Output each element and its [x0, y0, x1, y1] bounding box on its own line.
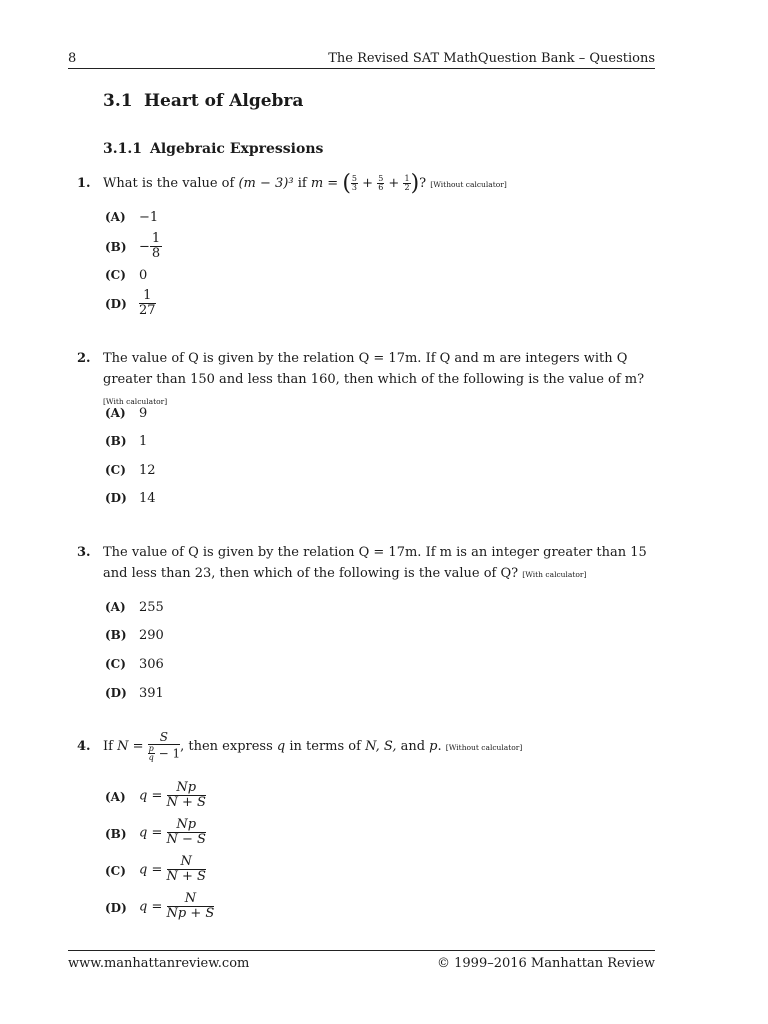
math-variables: N, S,	[365, 739, 397, 754]
option-label: (B)	[105, 240, 127, 254]
option-value: −1	[139, 210, 159, 225]
question-number: 1.	[77, 176, 91, 191]
question-4	[68, 729, 655, 766]
fraction-denominator: 3	[351, 183, 357, 192]
fraction	[167, 781, 206, 811]
fraction	[351, 175, 358, 193]
fraction-numerator: N	[167, 855, 206, 870]
option-value: 0	[139, 268, 148, 283]
option-value: 9	[139, 406, 148, 421]
calculator-tag: [With calculator]	[522, 570, 587, 579]
fraction	[377, 175, 384, 193]
section-heading	[103, 91, 303, 111]
footer-copyright: © 1999–2016 Manhattan Review	[437, 956, 655, 971]
option-value: 306	[139, 657, 164, 672]
subsection-title: Algebraic Expressions	[150, 141, 324, 157]
plus-sign: +	[362, 176, 374, 191]
option-label: (D)	[105, 901, 127, 915]
footer-rule	[68, 950, 655, 951]
section-number: 3.1	[103, 91, 133, 111]
fraction	[150, 232, 162, 262]
option-label: (C)	[105, 268, 126, 282]
option-lhs: q =	[139, 899, 163, 915]
calculator-tag: [Without calculator]	[445, 743, 523, 752]
option-value	[139, 781, 206, 811]
fraction-denominator: Np + S	[166, 906, 215, 922]
question-2	[68, 348, 655, 412]
fraction-denominator	[148, 745, 180, 763]
option-label: (C)	[105, 463, 126, 477]
section-title: Heart of Algebra	[144, 91, 304, 111]
option-value: 12	[139, 463, 156, 478]
question-text	[103, 542, 655, 585]
option-label: (B)	[105, 827, 127, 841]
question-text-part: if	[293, 176, 311, 191]
option-value: 1	[139, 434, 148, 449]
fraction-denominator: q	[148, 753, 154, 763]
math-variable: m	[310, 176, 324, 191]
fraction-denominator: N + S	[166, 869, 206, 885]
option-label: (B)	[105, 434, 127, 448]
fraction-numerator: Np	[167, 781, 206, 796]
option-lhs: q =	[139, 788, 163, 804]
question-number: 3.	[77, 545, 91, 560]
compound-fraction	[148, 731, 180, 763]
minus-one: − 1	[158, 746, 181, 761]
right-paren: )	[410, 171, 420, 196]
question-text-part: and	[396, 739, 430, 754]
question-text-part: If	[103, 739, 118, 754]
calculator-tag: [Without calculator]	[430, 180, 507, 189]
option-value	[139, 232, 162, 262]
option-label: (A)	[105, 406, 126, 420]
fraction-denominator: 27	[139, 303, 156, 319]
math-operator: =	[323, 176, 343, 191]
question-number: 4.	[77, 739, 91, 754]
option-label: (D)	[105, 491, 127, 505]
fraction	[139, 289, 156, 319]
subsection-heading	[103, 141, 323, 157]
option-label: (C)	[105, 657, 126, 671]
fraction	[403, 175, 410, 193]
option-label: (A)	[105, 790, 126, 804]
fraction-numerator: S	[148, 731, 180, 745]
option-value: 255	[139, 600, 164, 615]
math-variable: p	[429, 739, 438, 754]
fraction-denominator: 8	[151, 246, 161, 262]
math-variable: q	[276, 739, 286, 754]
option-value: 290	[139, 628, 164, 643]
fraction-numerator: p	[148, 743, 154, 753]
question-number: 2.	[77, 351, 91, 366]
math-expression: N =	[117, 739, 144, 754]
option-label: (A)	[105, 600, 126, 614]
question-text	[103, 348, 655, 412]
fraction-numerator: 1	[404, 173, 410, 183]
question-text-part: in terms of	[285, 739, 366, 754]
fraction-numerator: N	[167, 892, 215, 907]
fraction-numerator: 1	[139, 289, 156, 304]
subsection-number: 3.1.1	[103, 141, 142, 157]
question-3	[68, 542, 655, 585]
fraction-numerator: Np	[167, 818, 206, 833]
header-rule	[68, 68, 655, 69]
option-label: (D)	[105, 297, 127, 311]
question-text-part: .	[437, 739, 442, 754]
option-value	[139, 289, 156, 319]
left-paren: (	[342, 171, 351, 196]
plus-sign: +	[388, 176, 400, 191]
question-text-part: , then express	[180, 739, 277, 754]
option-value	[139, 818, 206, 848]
question-text-part: What is the value of	[103, 176, 239, 191]
question-text	[103, 729, 655, 766]
question-body: The value of Q is given by the relation Q = 17m. If Q and m are integers with Q greater than 150 and less than 160, then which of the following is the value of m?	[103, 351, 645, 387]
option-label: (A)	[105, 210, 126, 224]
running-header-title: The Revised SAT MathQuestion Bank – Questions	[328, 51, 655, 66]
fraction-denominator: 2	[404, 183, 410, 192]
inner-fraction	[148, 745, 155, 763]
option-label: (D)	[105, 686, 127, 700]
fraction-denominator: N + S	[166, 795, 206, 811]
fraction	[167, 892, 215, 922]
fraction-numerator: 5	[351, 173, 357, 183]
question-text	[103, 173, 655, 195]
footer-website[interactable]: www.manhattanreview.com	[68, 956, 250, 971]
page-number: 8	[68, 51, 77, 66]
option-label: (B)	[105, 628, 127, 642]
fraction-denominator: N − S	[166, 832, 206, 848]
fraction	[167, 818, 206, 848]
option-label: (C)	[105, 864, 126, 878]
fraction-numerator: 1	[151, 231, 161, 246]
fraction-denominator: 6	[378, 183, 384, 192]
option-lhs: q =	[139, 825, 163, 841]
question-body: The value of Q is given by the relation Q = 17m. If m is an integer greater than 15 and less than 23, then which of the following is the value of Q?	[103, 545, 647, 581]
option-value: 391	[139, 686, 164, 701]
math-expression: (m − 3)³	[238, 176, 294, 191]
calculator-tag: [With calculator]	[103, 397, 168, 406]
option-value	[139, 855, 206, 885]
fraction	[167, 855, 206, 885]
question-text-part: ?	[419, 176, 427, 191]
minus-sign: −	[139, 239, 150, 255]
question-1	[68, 173, 655, 195]
fraction-numerator: 5	[378, 173, 384, 183]
option-value	[139, 892, 214, 922]
option-lhs: q =	[139, 862, 163, 878]
option-value: 14	[139, 491, 156, 506]
